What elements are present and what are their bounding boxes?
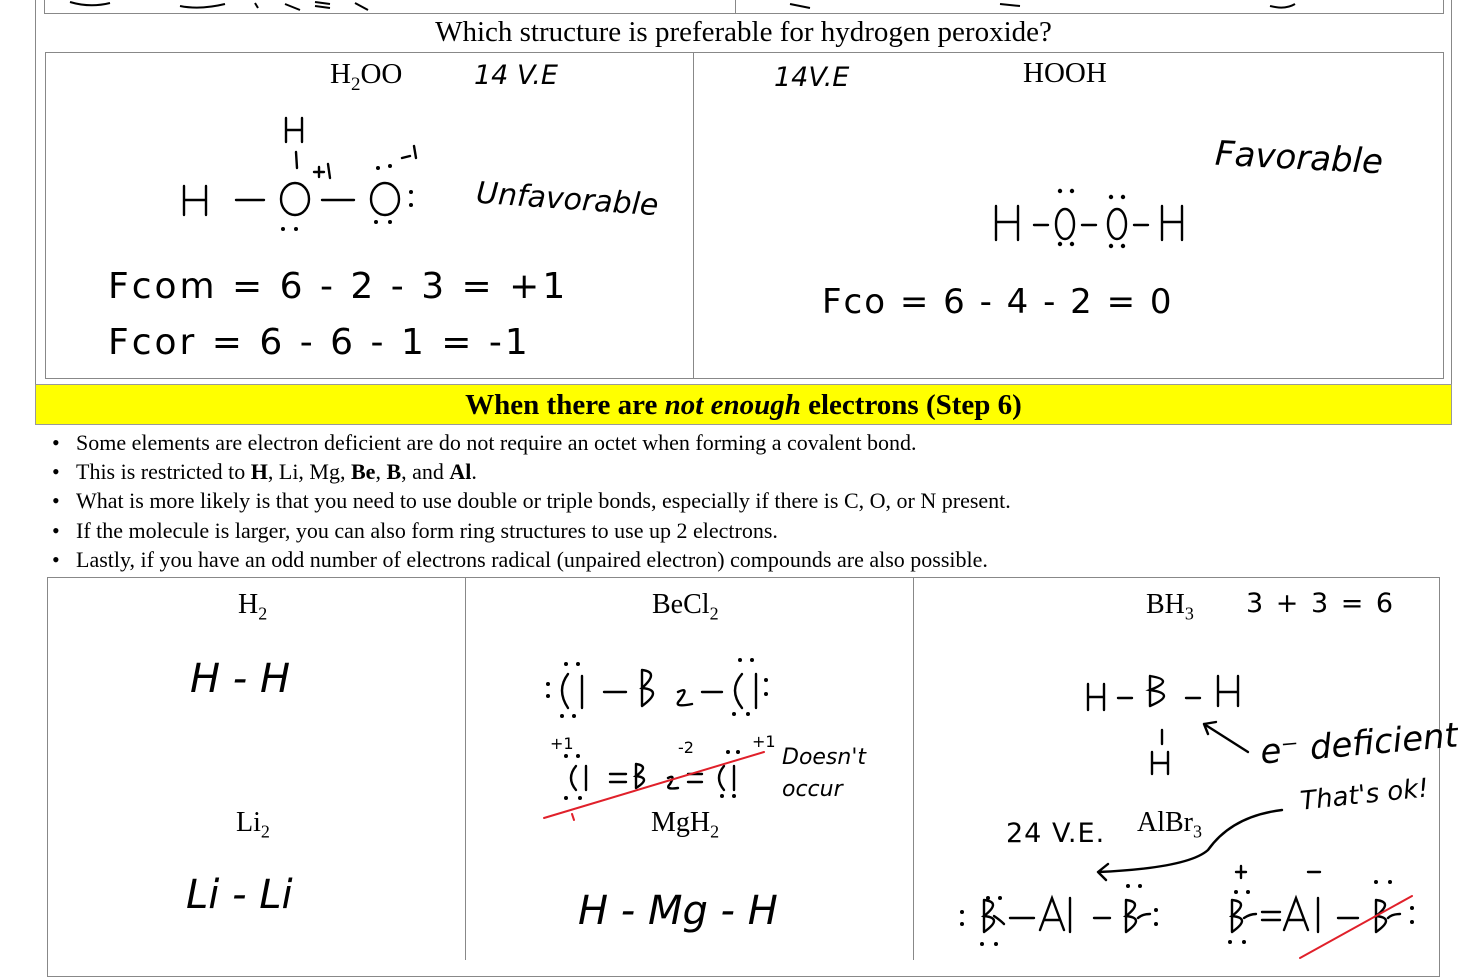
left-formula: $H_2OO$ [330, 58, 403, 95]
albr3-ve-note: 24 V.E. [1006, 818, 1106, 849]
h2-title: $H_2$ [238, 589, 268, 624]
bullet-item: • What is more likely is that you need to use double or triple bonds, especially if there is C, O, or N present. [52, 488, 1011, 514]
bullet-item: • Some elements are electron deficient are do not require an octet when forming a covalent bond. [52, 430, 917, 455]
question-title: Which structure is preferable for hydrogen peroxide? [435, 16, 1052, 48]
bullet-item: • Lastly, if you have an odd number of electrons radical (unpaired electron) compounds are also possible. [52, 546, 988, 572]
left-fc-line1: Fcom = 6 - 2 - 3 = +1 [108, 266, 569, 307]
right-fc-line: Fco = 6 - 4 - 2 = 0 [822, 282, 1174, 322]
li2-drawing: Li - Li [186, 872, 293, 918]
bh3-ok: That's ok! [1298, 773, 1431, 817]
section-banner: When there are not enough electrons (Step 6) [35, 384, 1452, 425]
li2-title: $Li_2$ [236, 807, 270, 842]
bullet-item: • If the molecule is larger, you can also form ring structures to use up 2 electrons. [52, 517, 778, 543]
bh3-note: e⁻ deficient [1258, 715, 1460, 773]
bh3-sum: 3 + 3 = 6 [1246, 588, 1396, 619]
right-formula: HOOH [1023, 57, 1107, 89]
mgh2-title: MgH$_2$ [651, 807, 720, 842]
left-fc-line2: Fcor = 6 - 6 - 1 = -1 [108, 322, 531, 363]
albr3-title: AlBr$_3$ [1137, 807, 1202, 842]
mgh2-drawing: H - Mg - H [578, 888, 778, 934]
becl2-charge: +1 [550, 734, 574, 753]
left-verdict: Unfavorable [475, 175, 660, 224]
becl2-charge: -2 [678, 738, 694, 757]
becl2-charge: +1 [752, 732, 776, 751]
becl2-title: BeCl$_2$ [652, 589, 719, 624]
bullet-item: • This is restricted to H, Li, Mg, Be, B, and Al. [52, 459, 477, 485]
h2-drawing: H - H [190, 656, 291, 702]
right-ve-note: 14V.E [774, 62, 850, 93]
becl2-note: Doesn't occur [782, 745, 867, 802]
bh3-title: $BH_3$ [1146, 589, 1194, 624]
left-ve-note: 14 V.E [474, 60, 558, 91]
right-verdict: Favorable [1214, 133, 1385, 183]
